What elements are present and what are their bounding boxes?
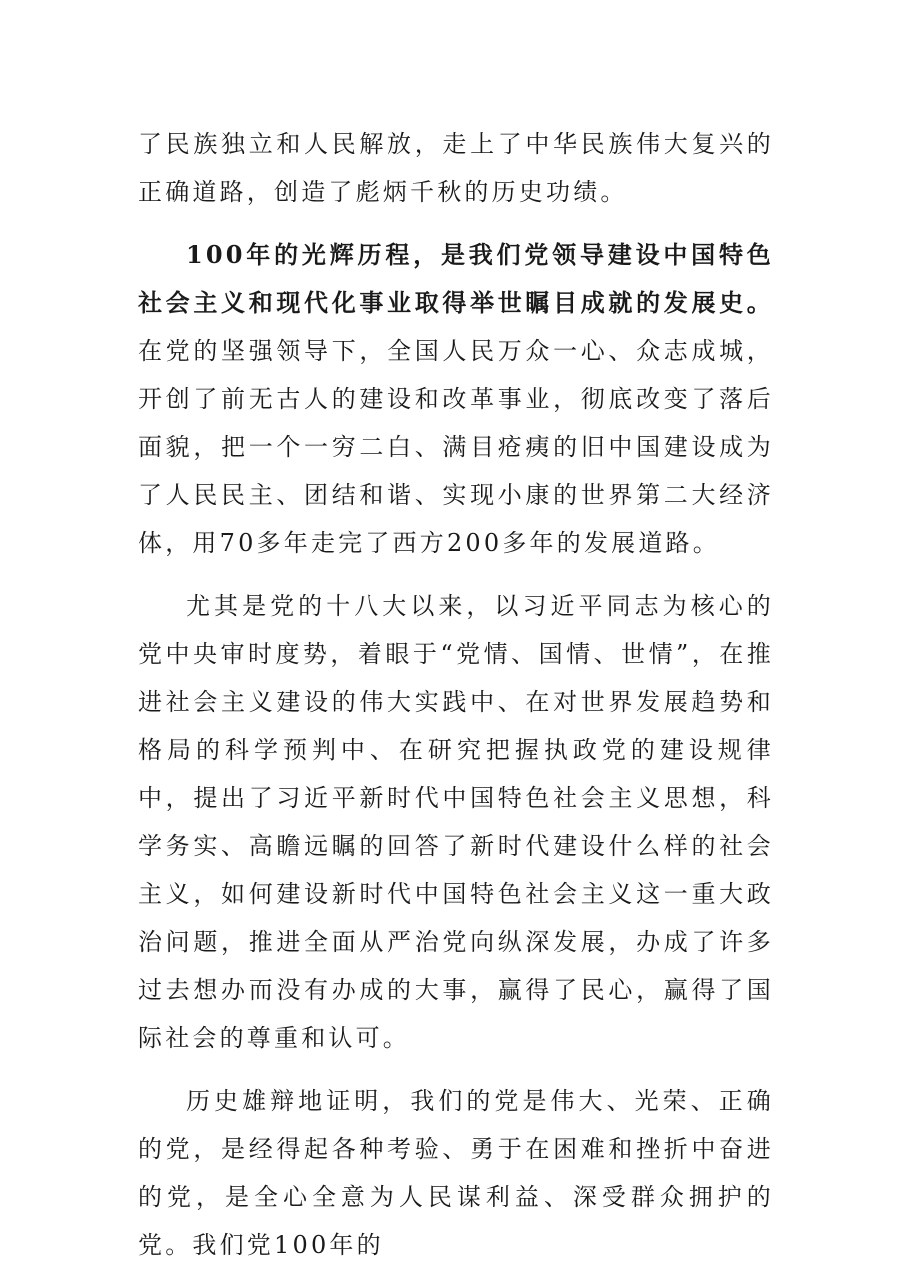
paragraph-text: 尤其是党的十八大以来，以习近平同志为核心的党中央审时度势，着眼于“党情、国情、世情”，在推进社会主义建设的伟大实践中、在对世界发展趋势和格局的科学预判中、在研究把握执政党的建设规律中，提出了习近平新时代中国特色社会主义思想，科学务实、高瞻远瞩的回答了新时代建设什么样的社会主义，如何建设新时代中国特色社会主义这一重大政治问题，推进全面从严治党向纵深发展，办成了许多过去想办而没有办成的大事，赢得了民心，赢得了国际社会的尊重和认可。 <box>138 592 774 1052</box>
paragraph-text: 了民族独立和人民解放，走上了中华民族伟大复兴的正确道路，创造了彪炳千秋的历史功绩。 <box>138 130 774 206</box>
paragraph-text: 历史雄辩地证明，我们的党是伟大、光荣、正确的党，是经得起各种考验、勇于在困难和挫折中奋进的党，是全心全意为人民谋利益、深受群众拥护的党。我们党100年的 <box>138 1087 774 1259</box>
paragraph-eighteenth-congress <box>138 582 774 1062</box>
document-page <box>138 120 774 1284</box>
paragraph-achievements <box>138 231 774 567</box>
paragraph-continuation <box>138 120 774 216</box>
paragraph-history-proves <box>138 1077 774 1269</box>
paragraph-text: 在党的坚强领导下，全国人民万众一心、众志成城，开创了前无古人的建设和改革事业，彻底改变了落后面貌，把一个一穷二白、满目疮痍的旧中国建设成为了人民民主、团结和谐、实现小康的世界第二大经济体，用70多年走完了西方200多年的发展道路。 <box>138 337 774 557</box>
paragraph-lead-bold: 100年的光辉历程，是我们党领导建设中国特色社会主义和现代化事业取得举世瞩目成就的发展史。 <box>138 240 774 317</box>
